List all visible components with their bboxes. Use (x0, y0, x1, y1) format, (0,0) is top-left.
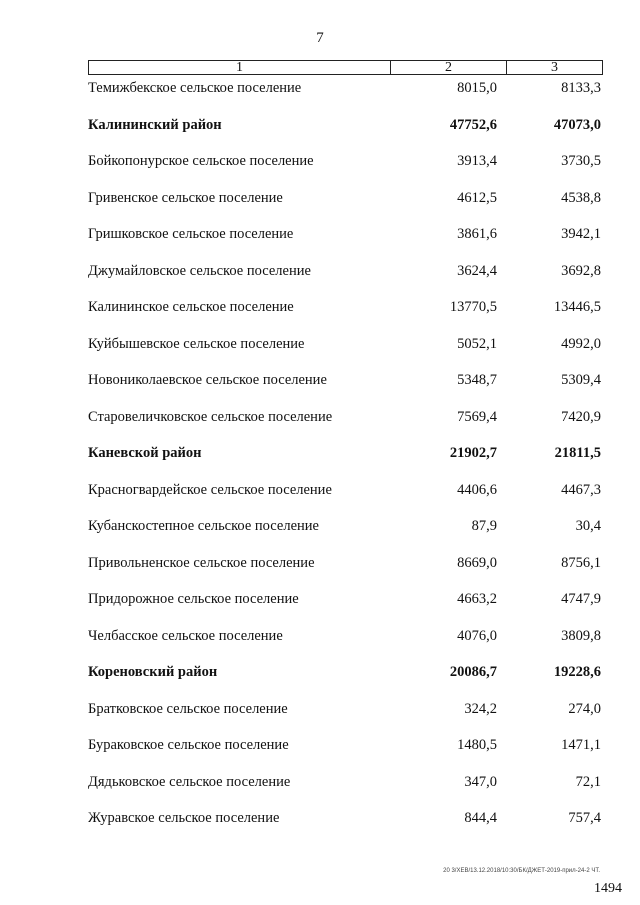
row-value-col2: 4406,6 (457, 481, 497, 498)
column-header-3: 3 (551, 60, 558, 75)
row-value-col2: 3913,4 (457, 153, 497, 169)
column-header-1: 1 (89, 61, 391, 74)
row-value-col2: 87,9 (471, 518, 497, 534)
row-value-col3: 3809,8 (561, 627, 601, 644)
row-name: Братковское сельское поселение (88, 700, 288, 717)
table-row (88, 371, 603, 408)
row-value-col2: 4663,2 (457, 591, 497, 607)
row-value-col3: 1471,1 (561, 737, 601, 753)
column-header-2: 2 (391, 61, 507, 74)
row-name: Придорожное сельское поселение (88, 591, 299, 607)
row-name: Дядьковское сельское поселение (88, 773, 291, 790)
row-value-col2: 21902,7 (449, 445, 497, 461)
row-name: Кубанскостепное сельское поселение (88, 518, 319, 534)
row-value-col3: 5309,4 (561, 372, 601, 388)
sheet-number: 1494 (594, 881, 622, 896)
row-value-col2: 5348,7 (457, 372, 497, 388)
district-total-row (88, 116, 603, 153)
row-value-col2: 8669,0 (457, 554, 497, 571)
row-value-col3: 757,4 (568, 810, 601, 826)
row-value-col2: 20086,7 (449, 664, 497, 680)
row-name: Бураковское сельское поселение (88, 737, 289, 753)
row-name: Новониколаевское сельское поселение (88, 372, 327, 388)
row-value-col3: 8133,3 (561, 80, 601, 96)
page-number: 7 (316, 30, 324, 46)
row-value-col3: 4538,8 (561, 189, 601, 206)
row-name: Гришковское сельское поселение (88, 226, 294, 242)
table-row (88, 554, 603, 591)
district-total-row (88, 663, 603, 700)
row-name: Гривенское сельское поселение (88, 189, 283, 206)
row-name: Кореновский район (88, 664, 218, 680)
table-row (88, 298, 603, 335)
table-body (88, 79, 603, 846)
table-column-header (88, 60, 603, 75)
row-value-col2: 3624,4 (457, 262, 497, 279)
row-value-col3: 3730,5 (561, 153, 601, 169)
row-value-col3: 47073,0 (553, 116, 601, 133)
table-row (88, 627, 603, 664)
row-value-col3: 13446,5 (553, 299, 601, 315)
table-row (88, 79, 603, 116)
row-value-col2: 1480,5 (457, 737, 497, 753)
row-value-col3: 4747,9 (561, 591, 601, 607)
table-row (88, 335, 603, 372)
row-name: Челбасское сельское поселение (88, 627, 283, 644)
row-value-col2: 7569,4 (457, 408, 497, 425)
table-row (88, 590, 603, 627)
row-value-col3: 19228,6 (553, 664, 601, 680)
row-value-col3: 7420,9 (561, 408, 601, 425)
row-value-col2: 4612,5 (457, 189, 497, 206)
table-row (88, 189, 603, 226)
row-value-col2: 347,0 (464, 773, 497, 790)
row-name: Темижбекское сельское поселение (88, 80, 302, 96)
table-row (88, 481, 603, 518)
row-value-col2: 3861,6 (457, 226, 497, 242)
row-value-col3: 3692,8 (561, 262, 601, 279)
table-row (88, 809, 603, 846)
table-row (88, 152, 603, 189)
table-row (88, 736, 603, 773)
row-name: Калининское сельское поселение (88, 299, 294, 315)
table-row (88, 262, 603, 299)
row-name: Каневской район (88, 445, 202, 461)
table-row (88, 408, 603, 445)
table-row (88, 700, 603, 737)
row-value-col3: 21811,5 (554, 445, 601, 461)
row-name: Красногвардейское сельское поселение (88, 481, 332, 498)
row-value-col3: 4992,0 (561, 335, 601, 352)
row-value-col2: 13770,5 (449, 299, 497, 315)
row-value-col3: 3942,1 (561, 226, 601, 242)
row-name: Журавское сельское поселение (88, 810, 280, 826)
row-name: Джумайловское сельское поселение (88, 262, 311, 279)
row-value-col2: 47752,6 (449, 116, 497, 133)
row-value-col3: 30,4 (575, 518, 601, 534)
row-name: Бойкопонурское сельское поселение (88, 153, 314, 169)
row-value-col3: 8756,1 (561, 554, 601, 571)
row-name: Старовеличковское сельское поселение (88, 408, 333, 425)
district-total-row (88, 444, 603, 481)
document-code: 20 3/ХЕВ/13.12.2018/10:30/БК/ДЖЕТ-2019-прил-24-2 ЧТ. (443, 868, 600, 874)
row-value-col3: 4467,3 (561, 481, 601, 498)
table-row (88, 773, 603, 810)
table-row (88, 225, 603, 262)
row-name: Калининский район (88, 116, 222, 133)
row-value-col2: 5052,1 (457, 335, 497, 352)
table-row (88, 517, 603, 554)
row-value-col3: 72,1 (575, 773, 601, 790)
row-name: Куйбышевское сельское поселение (88, 335, 305, 352)
row-name: Привольненское сельское поселение (88, 554, 315, 571)
row-value-col2: 324,2 (464, 700, 497, 717)
row-value-col3: 274,0 (568, 700, 601, 717)
row-value-col2: 844,4 (464, 810, 497, 826)
row-value-col2: 8015,0 (457, 80, 497, 96)
row-value-col2: 4076,0 (457, 627, 497, 644)
